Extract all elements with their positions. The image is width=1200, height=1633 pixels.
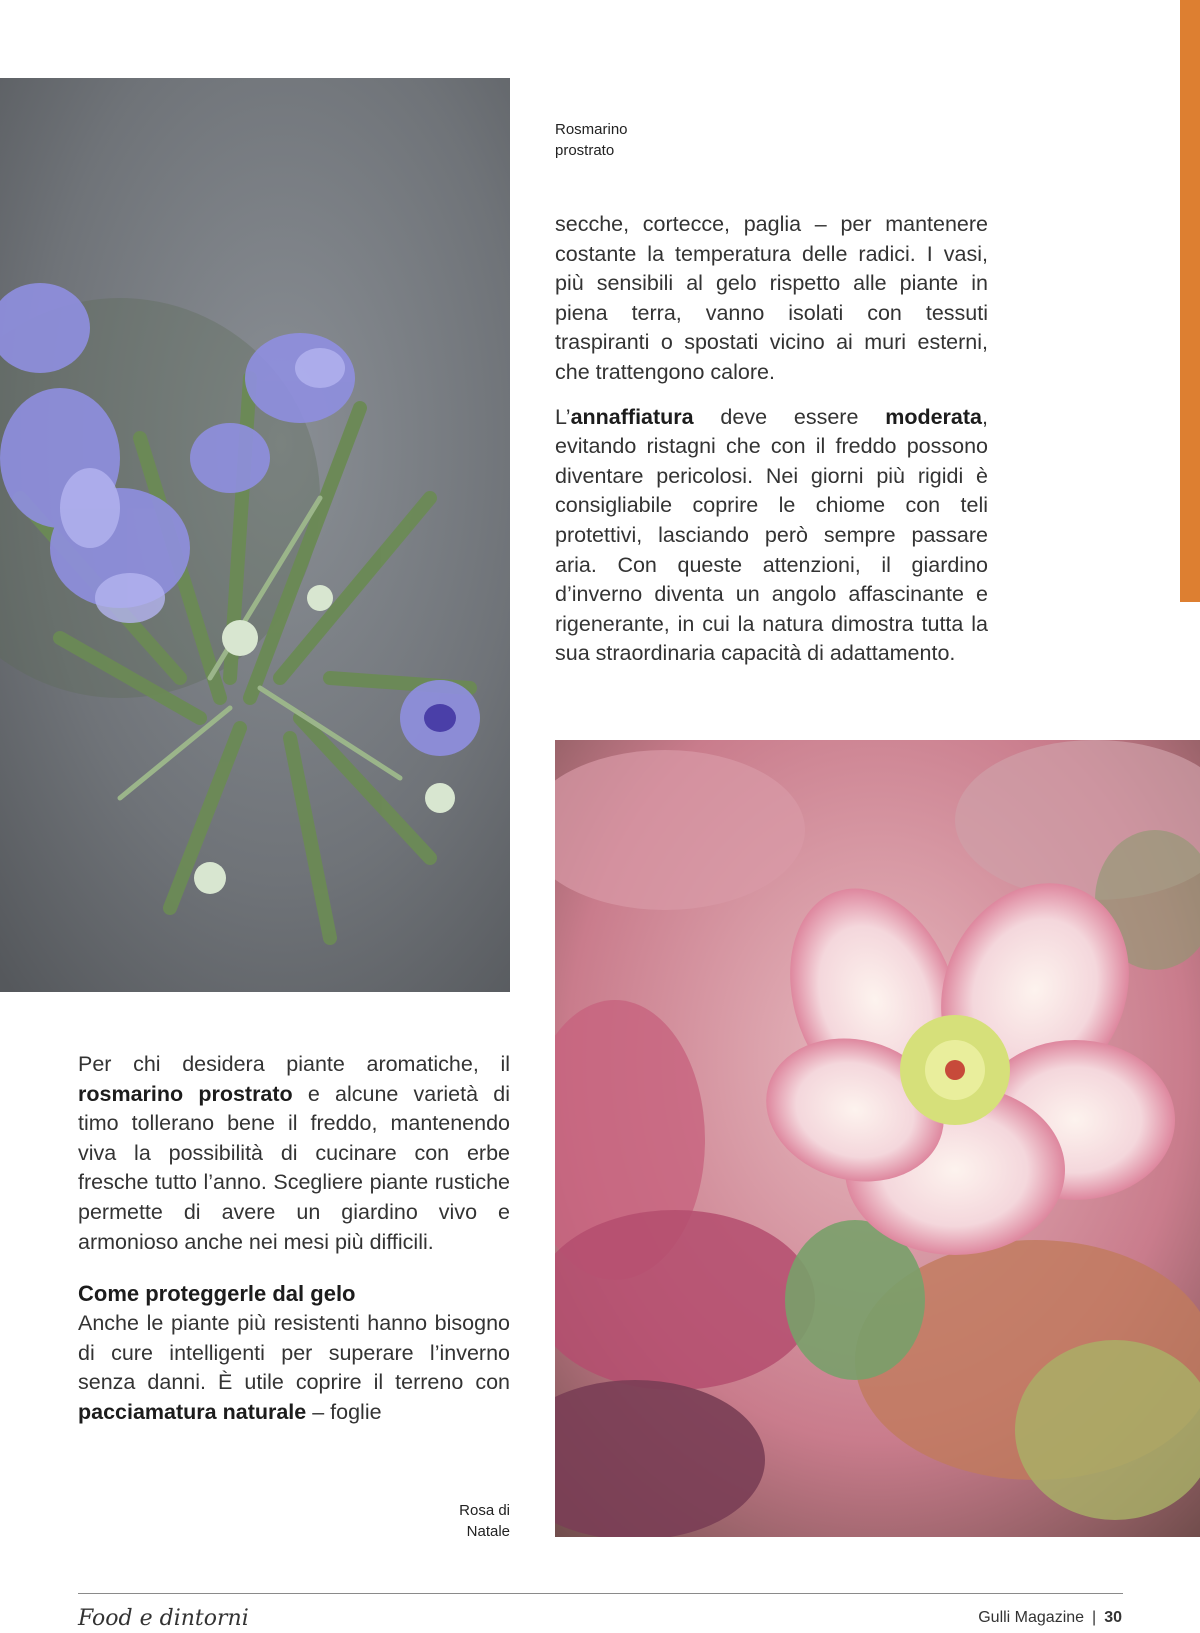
hellebore-photo	[555, 740, 1200, 1537]
footer-page-info	[978, 1609, 1122, 1627]
hellebore-caption	[380, 1500, 510, 1542]
right-text-column	[555, 210, 988, 669]
left-text-column	[78, 1050, 510, 1428]
footer-section-name: Food e dintorni	[78, 1606, 249, 1631]
rosemary-photo	[0, 78, 510, 992]
caption-line: Rosa di	[459, 1502, 510, 1519]
caption-line: Rosmarino	[555, 121, 628, 138]
caption-line: Natale	[466, 1523, 510, 1540]
page-number: 30	[1104, 1609, 1122, 1626]
footer-divider	[78, 1593, 1123, 1594]
caption-line: prostrato	[555, 142, 615, 159]
paragraph: L’annaffiatura deve essere moderata, evitando ristagni che con il freddo possono diventare pericolosi. Nei giorni più rigidi è consigliabile coprire le chiome con teli protettivi, lasciando però sempre passare aria. Con queste attenzioni, il giardino d’inverno diventa un angolo affascinante e rigenerante, in cui la natura dimostra tutta la sua straordinaria capacità di adattamento.	[555, 404, 988, 666]
rosemary-caption	[555, 119, 675, 161]
paragraph: secche, cortecce, paglia – per mantenere costante la temperatura delle radici. I vasi, più sensibili al gelo rispetto alle piante in piena terra, vanno isolati con tessuti traspiranti o spostati vicino ai muri esterni, che trattengono calore.	[555, 212, 988, 384]
accent-bar	[1180, 0, 1200, 602]
magazine-name: Gulli Magazine	[978, 1609, 1085, 1626]
footer-separator: |	[1092, 1609, 1097, 1626]
section-heading: Come proteggerle dal gelo	[78, 1281, 356, 1307]
paragraph: Per chi desidera piante aromatiche, il rosmarino prostrato e alcune varietà di timo tollerano bene il freddo, mantenendo viva la possibilità di cucinare con erbe fresche tutto l’anno. Scegliere piante rustiche permette di avere un giardino vivo e armonioso anche nei mesi più difficili.	[78, 1052, 510, 1254]
paragraph: Anche le piante più resistenti hanno bisogno di cure intelligenti per superare l’inverno senza danni. È utile coprire il terreno con pacciamatura naturale – foglie	[78, 1311, 510, 1424]
